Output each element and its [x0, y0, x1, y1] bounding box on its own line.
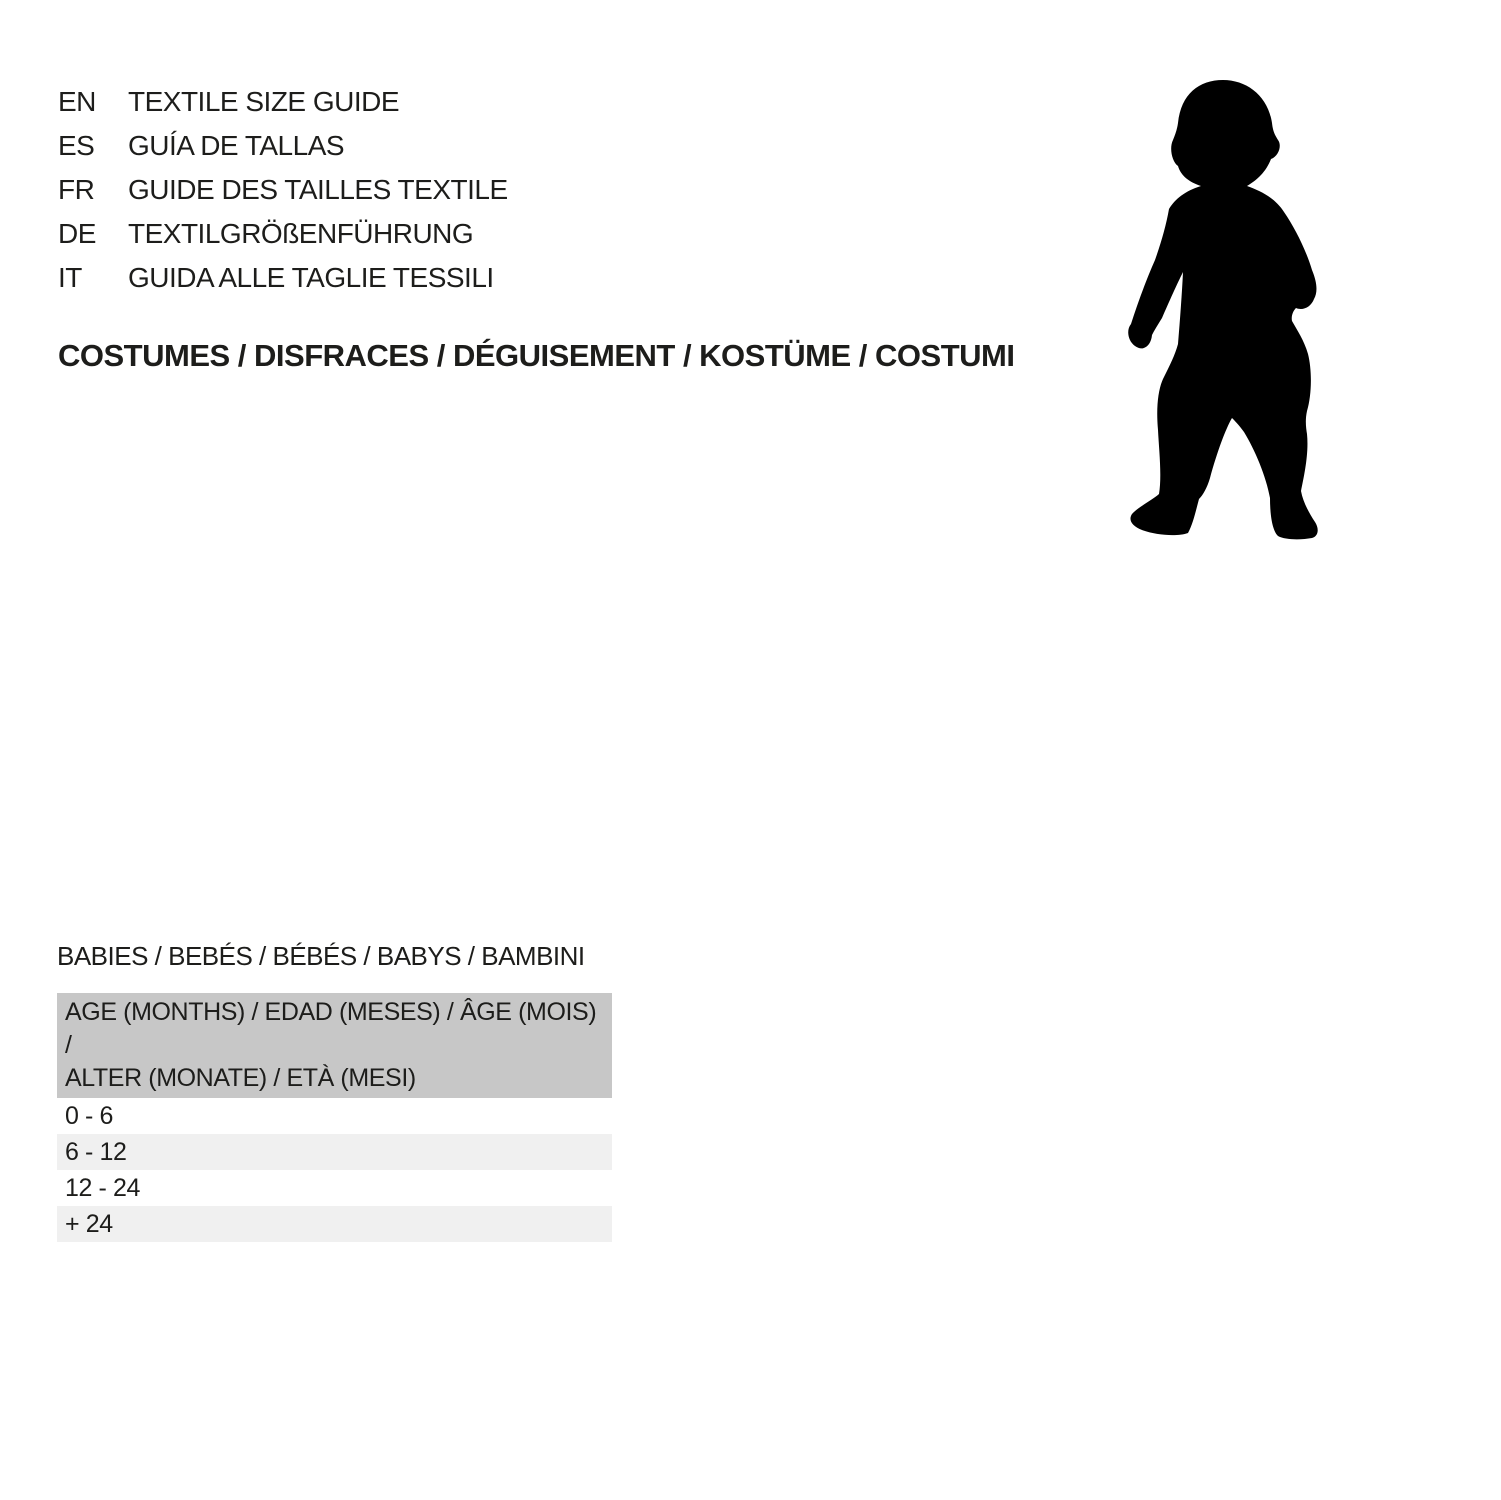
table-row: 6 - 12: [57, 1134, 612, 1170]
table-row: + 24: [57, 1206, 612, 1242]
language-code: EN: [58, 86, 96, 117]
table-header-line: AGE (MONTHS) / EDAD (MESES) / ÂGE (MOIS) /: [65, 998, 597, 1059]
language-row-de: [58, 212, 508, 256]
language-code: IT: [58, 262, 82, 293]
size-table: [57, 993, 612, 1242]
table-row: 12 - 24: [57, 1170, 612, 1206]
language-row-en: [58, 80, 508, 124]
guide-title: GUIDA ALLE TAGLIE TESSILI: [128, 262, 494, 293]
language-code: ES: [58, 130, 95, 161]
language-title-list: [58, 80, 508, 300]
table-header: [57, 993, 612, 1098]
category-title: COSTUMES / DISFRACES / DÉGUISEMENT / KOSTÜME / COSTUMI: [58, 338, 1015, 373]
language-code: DE: [58, 218, 96, 249]
language-row-it: [58, 256, 508, 300]
baby-silhouette-icon: [1125, 78, 1325, 548]
language-row-es: [58, 124, 508, 168]
guide-title: GUÍA DE TALLAS: [128, 130, 345, 161]
language-code: FR: [58, 174, 95, 205]
guide-title: TEXTILE SIZE GUIDE: [128, 86, 400, 117]
guide-title: GUIDE DES TAILLES TEXTILE: [128, 174, 508, 205]
table-header-line: ALTER (MONATE) / ETÀ (MESI): [65, 1064, 416, 1092]
age-group-title: BABIES / BEBÉS / BÉBÉS / BABYS / BAMBINI: [57, 941, 585, 971]
guide-title: TEXTILGRÖßENFÜHRUNG: [128, 218, 474, 249]
table-row: 0 - 6: [57, 1098, 612, 1134]
language-row-fr: [58, 168, 508, 212]
